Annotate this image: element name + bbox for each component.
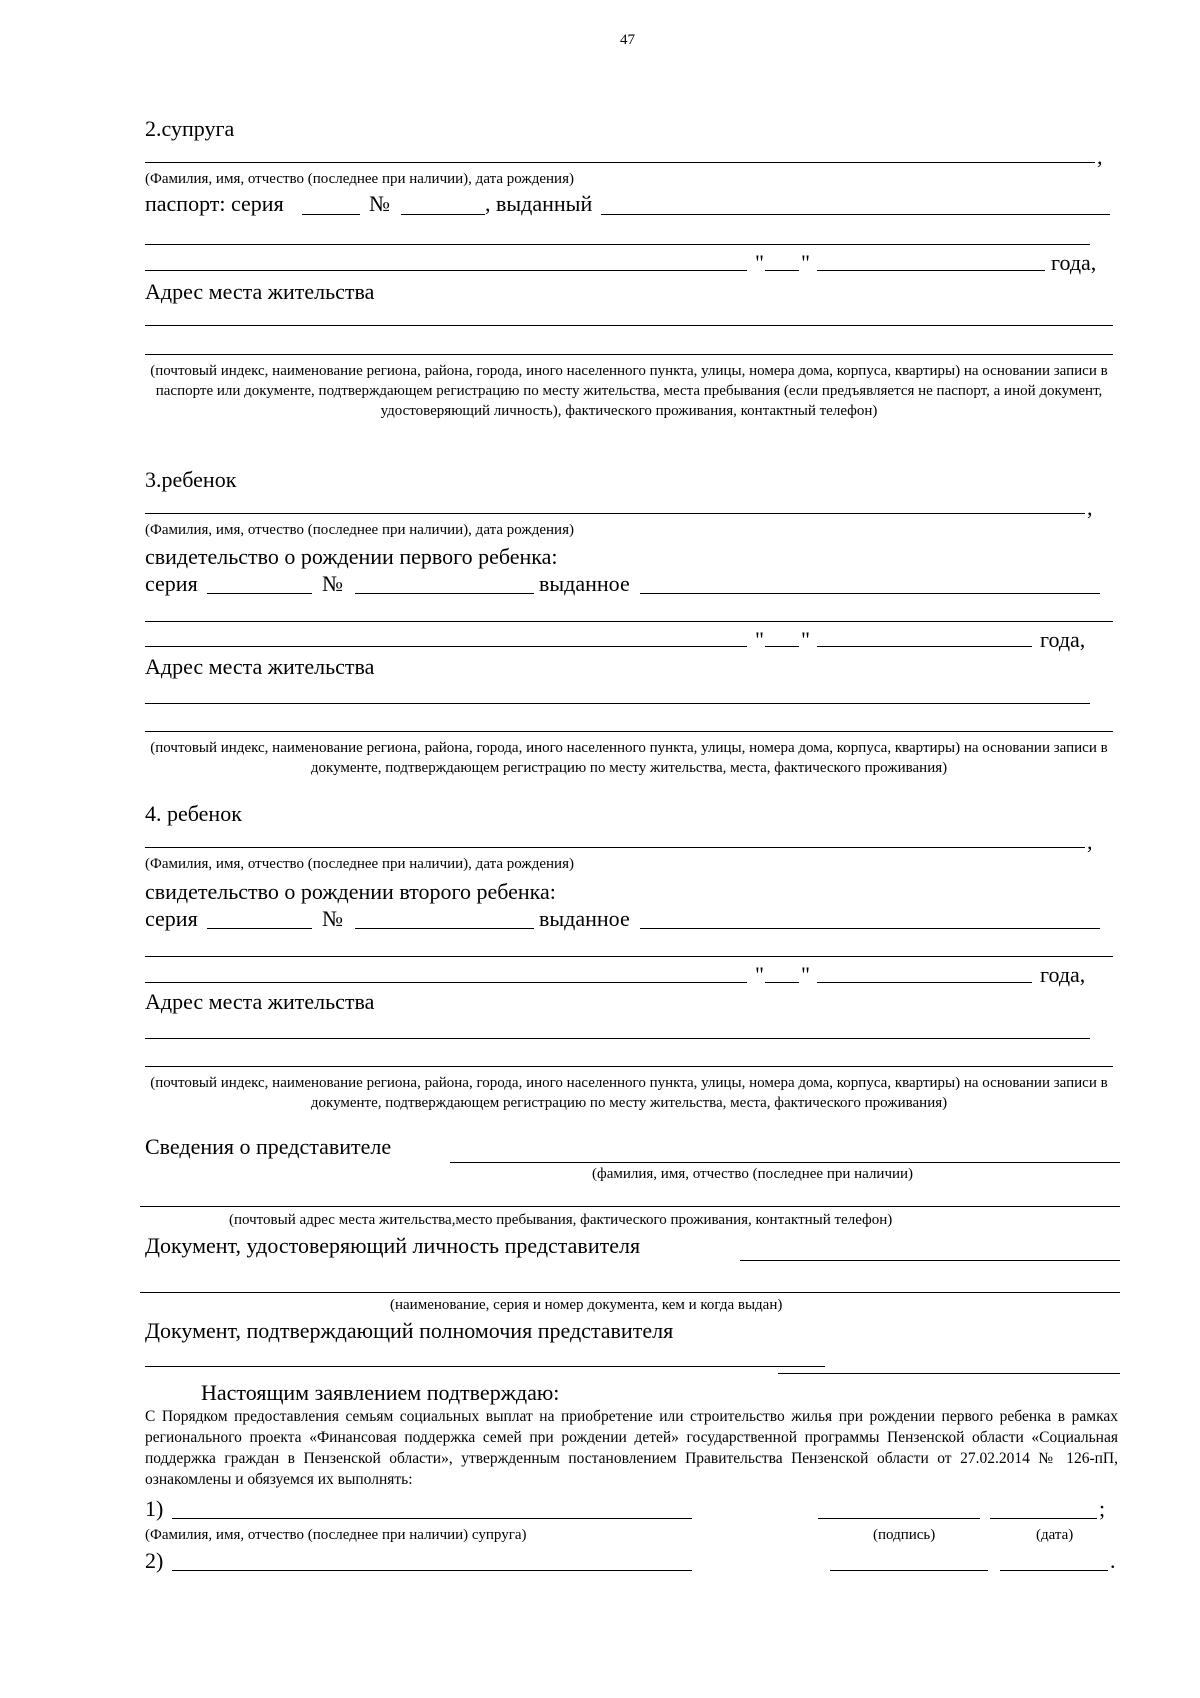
number-sign: № <box>322 906 343 931</box>
child1-issued-line-3[interactable] <box>145 646 747 647</box>
child2-fio-line[interactable] <box>145 847 1085 848</box>
child2-issued-line-3[interactable] <box>145 982 747 983</box>
spouse-address-line-1[interactable] <box>145 325 1113 326</box>
comma: , <box>1097 144 1103 169</box>
number-sign: № <box>322 571 343 596</box>
quote-right: " <box>801 627 810 652</box>
signature-caption: (подпись) <box>873 1527 936 1543</box>
confirmation-heading: Настоящим заявлением подтверждаю: <box>201 1380 560 1405</box>
representative-id-doc-label: Документ, удостоверяющий личность представителя <box>145 1233 641 1258</box>
child2-number-field[interactable] <box>355 928 534 929</box>
spouse-name-caption: (Фамилия, имя, отчество (последнее при наличии) супруга) <box>145 1527 527 1543</box>
child2-certificate-label: свидетельство о рождении второго ребенка: <box>145 879 556 904</box>
child2-address-label: Адрес места жительства <box>145 989 375 1014</box>
quote-right: " <box>801 962 810 987</box>
child2-issued-field[interactable] <box>640 928 1100 929</box>
child1-fio-line[interactable] <box>145 513 1085 514</box>
child2-address-line-1[interactable] <box>145 1038 1090 1039</box>
section-spouse-title: 2.супруга <box>145 116 235 141</box>
passport-month-field[interactable] <box>817 270 1045 271</box>
comma: , <box>1087 495 1093 520</box>
semicolon: ; <box>1099 1496 1106 1521</box>
spouse-signature-field[interactable] <box>818 1518 980 1519</box>
representative-fio-field[interactable] <box>450 1162 1120 1163</box>
child2-address-line-2[interactable] <box>145 1066 1113 1067</box>
passport-number-field[interactable] <box>401 214 485 215</box>
passport-issued-line-3[interactable] <box>145 270 747 271</box>
representative-authority-field-1[interactable] <box>145 1366 825 1367</box>
passport-series-label: паспорт: серия <box>145 191 284 216</box>
date-caption: (дата) <box>1036 1527 1074 1543</box>
second-name-field[interactable] <box>172 1570 692 1571</box>
section-child2-title: 4. ребенок <box>145 801 242 826</box>
child2-address-caption: (почтовый индекс, наименование региона, района, города, иного населенного пункта, улицы, номера дома, корпуса, квартиры) на основании записи в документе, подтверждающем регистрацию по месту жительства, места, фактического проживания) <box>150 1075 1108 1111</box>
child2-series-label: серия <box>145 906 198 931</box>
child1-number-field[interactable] <box>355 593 534 594</box>
child1-series-field[interactable] <box>207 593 312 594</box>
representative-authority-label: Документ, подтверждающий полномочия представителя <box>145 1318 674 1343</box>
child1-address-line-1[interactable] <box>145 703 1090 704</box>
child2-fio-caption: (Фамилия, имя, отчество (последнее при наличии), дата рождения) <box>145 856 574 872</box>
spouse-fio-caption: (Фамилия, имя, отчество (последнее при наличии), дата рождения) <box>145 171 574 187</box>
passport-issued-label: , выданный <box>485 191 593 216</box>
signature-item-1-label: 1) <box>145 1496 164 1521</box>
spouse-address-label: Адрес места жительства <box>145 279 375 304</box>
child1-address-caption: (почтовый индекс, наименование региона, района, города, иного населенного пункта, улицы, номера дома, корпуса, квартиры) на основании записи в документе, подтверждающем регистрацию по месту жительства, места, фактического проживания) <box>150 740 1108 776</box>
child1-issued-label: выданное <box>539 571 630 596</box>
child1-fio-caption: (Фамилия, имя, отчество (последнее при наличии), дата рождения) <box>145 522 574 538</box>
child1-month-field[interactable] <box>817 646 1032 647</box>
child1-issued-line-2[interactable] <box>145 621 1113 622</box>
year-label: года, <box>1051 250 1097 275</box>
passport-issued-line-2[interactable] <box>145 244 1090 245</box>
spouse-address-line-2[interactable] <box>145 354 1113 355</box>
quote-left: " <box>755 250 764 275</box>
representative-address-caption: (почтовый адрес места жительства,место пребывания, фактического проживания, контактный телефон) <box>229 1212 893 1228</box>
passport-series-field[interactable] <box>302 214 360 215</box>
page-number: 47 <box>620 32 635 48</box>
representative-authority-field-2[interactable] <box>778 1373 1120 1374</box>
number-sign: № <box>369 191 390 216</box>
spouse-address-caption: (почтовый индекс, наименование региона, района, города, иного населенного пункта, улицы, номера дома, корпуса, квартиры) на основании записи в паспорте или документе, подтверждающем регистрацию по месту жительства, места пребывания (если предъявляется не паспорт, а иной документ, удостоверяющий личность), фактического проживания, контактный телефон) <box>150 363 1108 419</box>
child1-address-line-2[interactable] <box>145 731 1113 732</box>
period: . <box>1110 1548 1116 1573</box>
representative-fio-caption: (фамилия, имя, отчество (последнее при наличии) <box>592 1166 914 1182</box>
child2-month-field[interactable] <box>817 982 1032 983</box>
signature-item-2-label: 2) <box>145 1548 164 1573</box>
spouse-fio-line[interactable] <box>145 162 1095 163</box>
representative-label: Сведения о представителе <box>145 1134 392 1159</box>
year-label: года, <box>1040 962 1086 987</box>
child2-issued-line-2[interactable] <box>145 956 1113 957</box>
representative-id-doc-field-2[interactable] <box>140 1292 1120 1293</box>
spouse-date-field[interactable] <box>990 1518 1097 1519</box>
year-label: года, <box>1040 627 1086 652</box>
child1-issued-field[interactable] <box>640 593 1100 594</box>
quote-right: " <box>801 250 810 275</box>
child1-series-label: серия <box>145 571 198 596</box>
child1-address-label: Адрес места жительства <box>145 654 375 679</box>
second-date-field[interactable] <box>1000 1570 1108 1571</box>
representative-address-field[interactable] <box>140 1206 1120 1207</box>
quote-left: " <box>755 627 764 652</box>
representative-id-doc-caption: (наименование, серия и номер документа, кем и когда выдан) <box>390 1297 783 1313</box>
representative-id-doc-field-1[interactable] <box>740 1260 1120 1261</box>
child2-issued-label: выданное <box>539 906 630 931</box>
child1-certificate-label: свидетельство о рождении первого ребенка: <box>145 544 558 569</box>
child2-series-field[interactable] <box>207 928 312 929</box>
spouse-name-field[interactable] <box>172 1518 692 1519</box>
passport-issued-field[interactable] <box>601 214 1110 215</box>
quote-left: " <box>755 962 764 987</box>
comma: , <box>1087 829 1093 854</box>
child2-day-field[interactable] <box>765 982 799 983</box>
section-child1-title: 3.ребенок <box>145 467 237 492</box>
passport-day-field[interactable] <box>765 270 799 271</box>
confirmation-paragraph: С Порядком предоставления семьям социальных выплат на приобретение или строительство жилья при рождении первого ребенка в рамках регионального проекта «Финансовая поддержка семей при рождении детей» государственной программы Пензенской области «Социальная поддержка граждан в Пензенской области», утвержденным постановлением Правительства Пензенской области от 27.02.2014 № 126-пП, ознакомлены и обязуемся их выполнять: <box>145 1408 1118 1488</box>
second-signature-field[interactable] <box>830 1570 988 1571</box>
child1-day-field[interactable] <box>765 646 799 647</box>
